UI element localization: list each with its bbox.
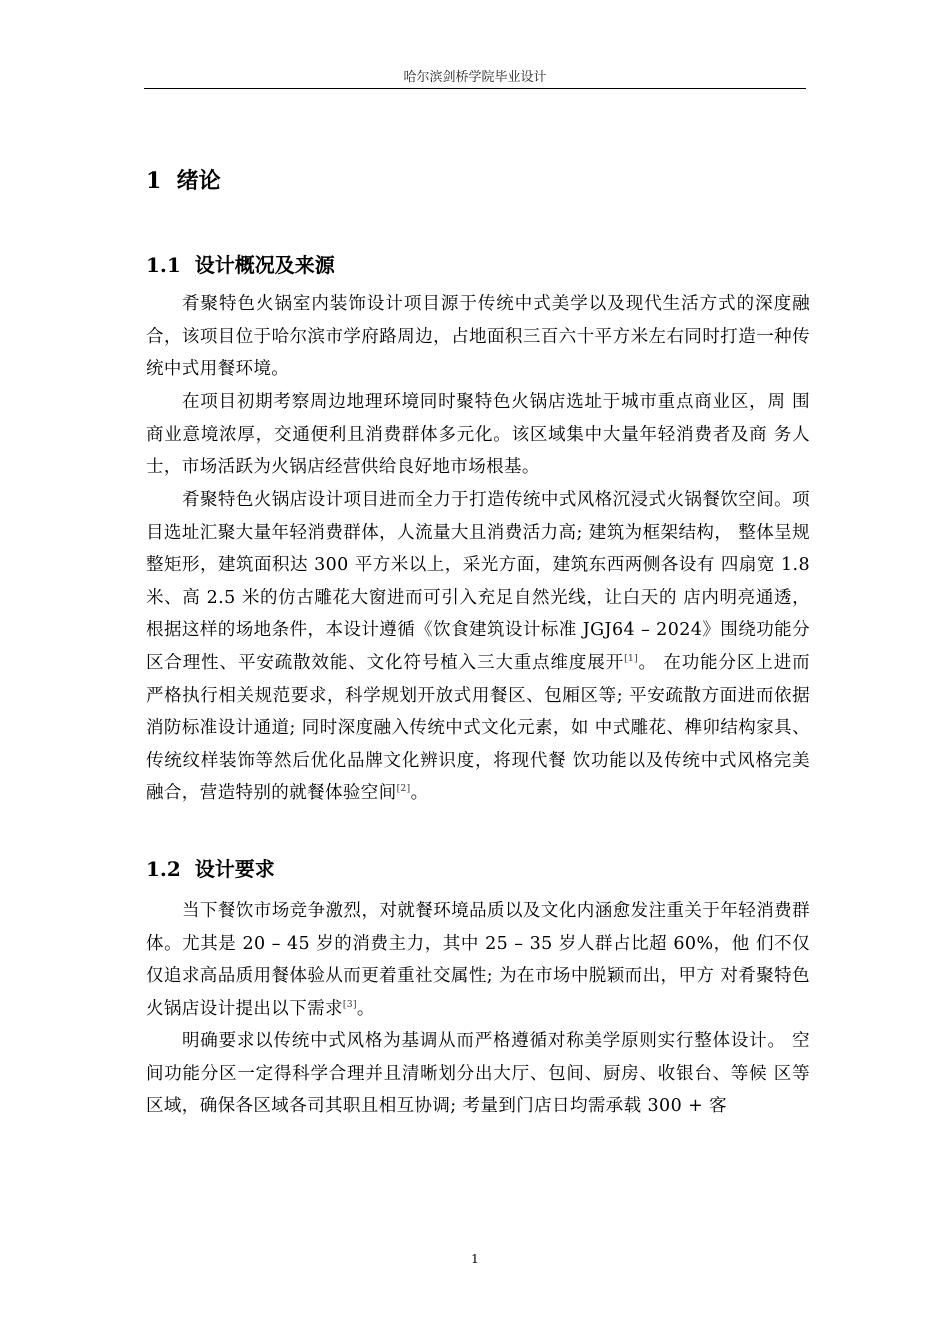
page-number: 1 bbox=[471, 1252, 479, 1266]
citation-2: [2] bbox=[396, 784, 411, 795]
paragraph-text: 。 bbox=[356, 998, 375, 1019]
paragraph-text: 肴聚特色火锅店设计项目进而全力于打造传统中式风格沉浸式火锅餐饮空间。项目选址汇聚大量年轻消费群体，人流量大且消费活力高; 建筑为框架结构， 整体呈规整矩形，建筑面积达 300 平方米以上，采光方面，建筑东西两侧各设有 四扇宽 1.8 米、高 2.5 米的仿古雕花大窗进而可引入充足自然光线，让白天的 店内明亮通透，根据这样的场地条件，本设计遵循《饮食建筑设计标准 JGJ64 – 2024》围绕功能分区合理性、平安疏散效能、文化符号植入三大重点维度展开 bbox=[146, 490, 810, 673]
section-number: 1.1 bbox=[146, 253, 181, 277]
paragraph-requirements: 明确要求以传统中式风格为基调从而严格遵循对称美学原则实行整体设计。 空间功能分区一定得科学合理并且清晰划分出大厅、包间、厨房、收银台、等候 区等区域，确保各区域各司其职且相互协调; 考量到门店日均需承载 300 + 客 bbox=[146, 1031, 810, 1117]
chapter-number: 1 bbox=[146, 168, 162, 194]
section-number: 1.2 bbox=[146, 857, 181, 881]
paragraph-text: 。 bbox=[410, 783, 429, 804]
paragraph-market bbox=[146, 895, 810, 1025]
paragraph-overview: 肴聚特色火锅室内装饰设计项目源于传统中式美学以及现代生活方式的深度融合，该项目位于哈尔滨市学府路周边，占地面积三百六十平方米左右同时打造一种传统中式用餐环境。 bbox=[146, 294, 810, 380]
paragraph-design-scope bbox=[146, 484, 810, 810]
section-heading-1-2 bbox=[146, 853, 275, 882]
citation-1: [1] bbox=[624, 654, 639, 665]
chapter-heading bbox=[146, 164, 221, 195]
header-rule bbox=[144, 88, 806, 89]
running-header: 哈尔滨剑桥学院毕业设计 bbox=[403, 70, 547, 85]
citation-3: [3] bbox=[342, 999, 357, 1010]
paragraph-site-survey: 在项目初期考察周边地理环境同时聚特色火锅店选址于城市重点商业区，周 围商业意境浓厚，交通便利且消费群体多元化。该区域集中大量年轻消费者及商 务人士，市场活跃为火锅店经营供给良好地市场根基。 bbox=[146, 392, 810, 478]
section-title: 设计概况及来源 bbox=[194, 253, 335, 277]
section-title: 设计要求 bbox=[194, 857, 275, 881]
paragraph-text: 。 在功能分区上进而严格执行相关规范要求，科学规划开放式用餐区、包厢区等; 平安疏散方面进而依据消防标准设计通道; 同时深度融入传统中式文化元素，如 中式雕花、榫卯结构家具、传统纹样装饰等然后优化品牌文化辨识度，将现代餐 饮功能以及传统中式风格完美融合，营造特别的就餐体验空间 bbox=[146, 652, 810, 804]
chapter-title: 绪论 bbox=[176, 168, 221, 194]
paragraph-text: 当下餐饮市场竞争激烈，对就餐环境品质以及文化内涵愈发注重关于年轻消费群体。尤其是 20 – 45 岁的消费主力，其中 25 – 35 岁人群占比超 60%，他 们不仅仅追求高品质用餐体验从而更着重社交属性; 为在市场中脱颖而出，甲方 对肴聚特色火锅店设计提出以下需求 bbox=[146, 901, 810, 1019]
section-heading-1-1 bbox=[146, 249, 335, 278]
